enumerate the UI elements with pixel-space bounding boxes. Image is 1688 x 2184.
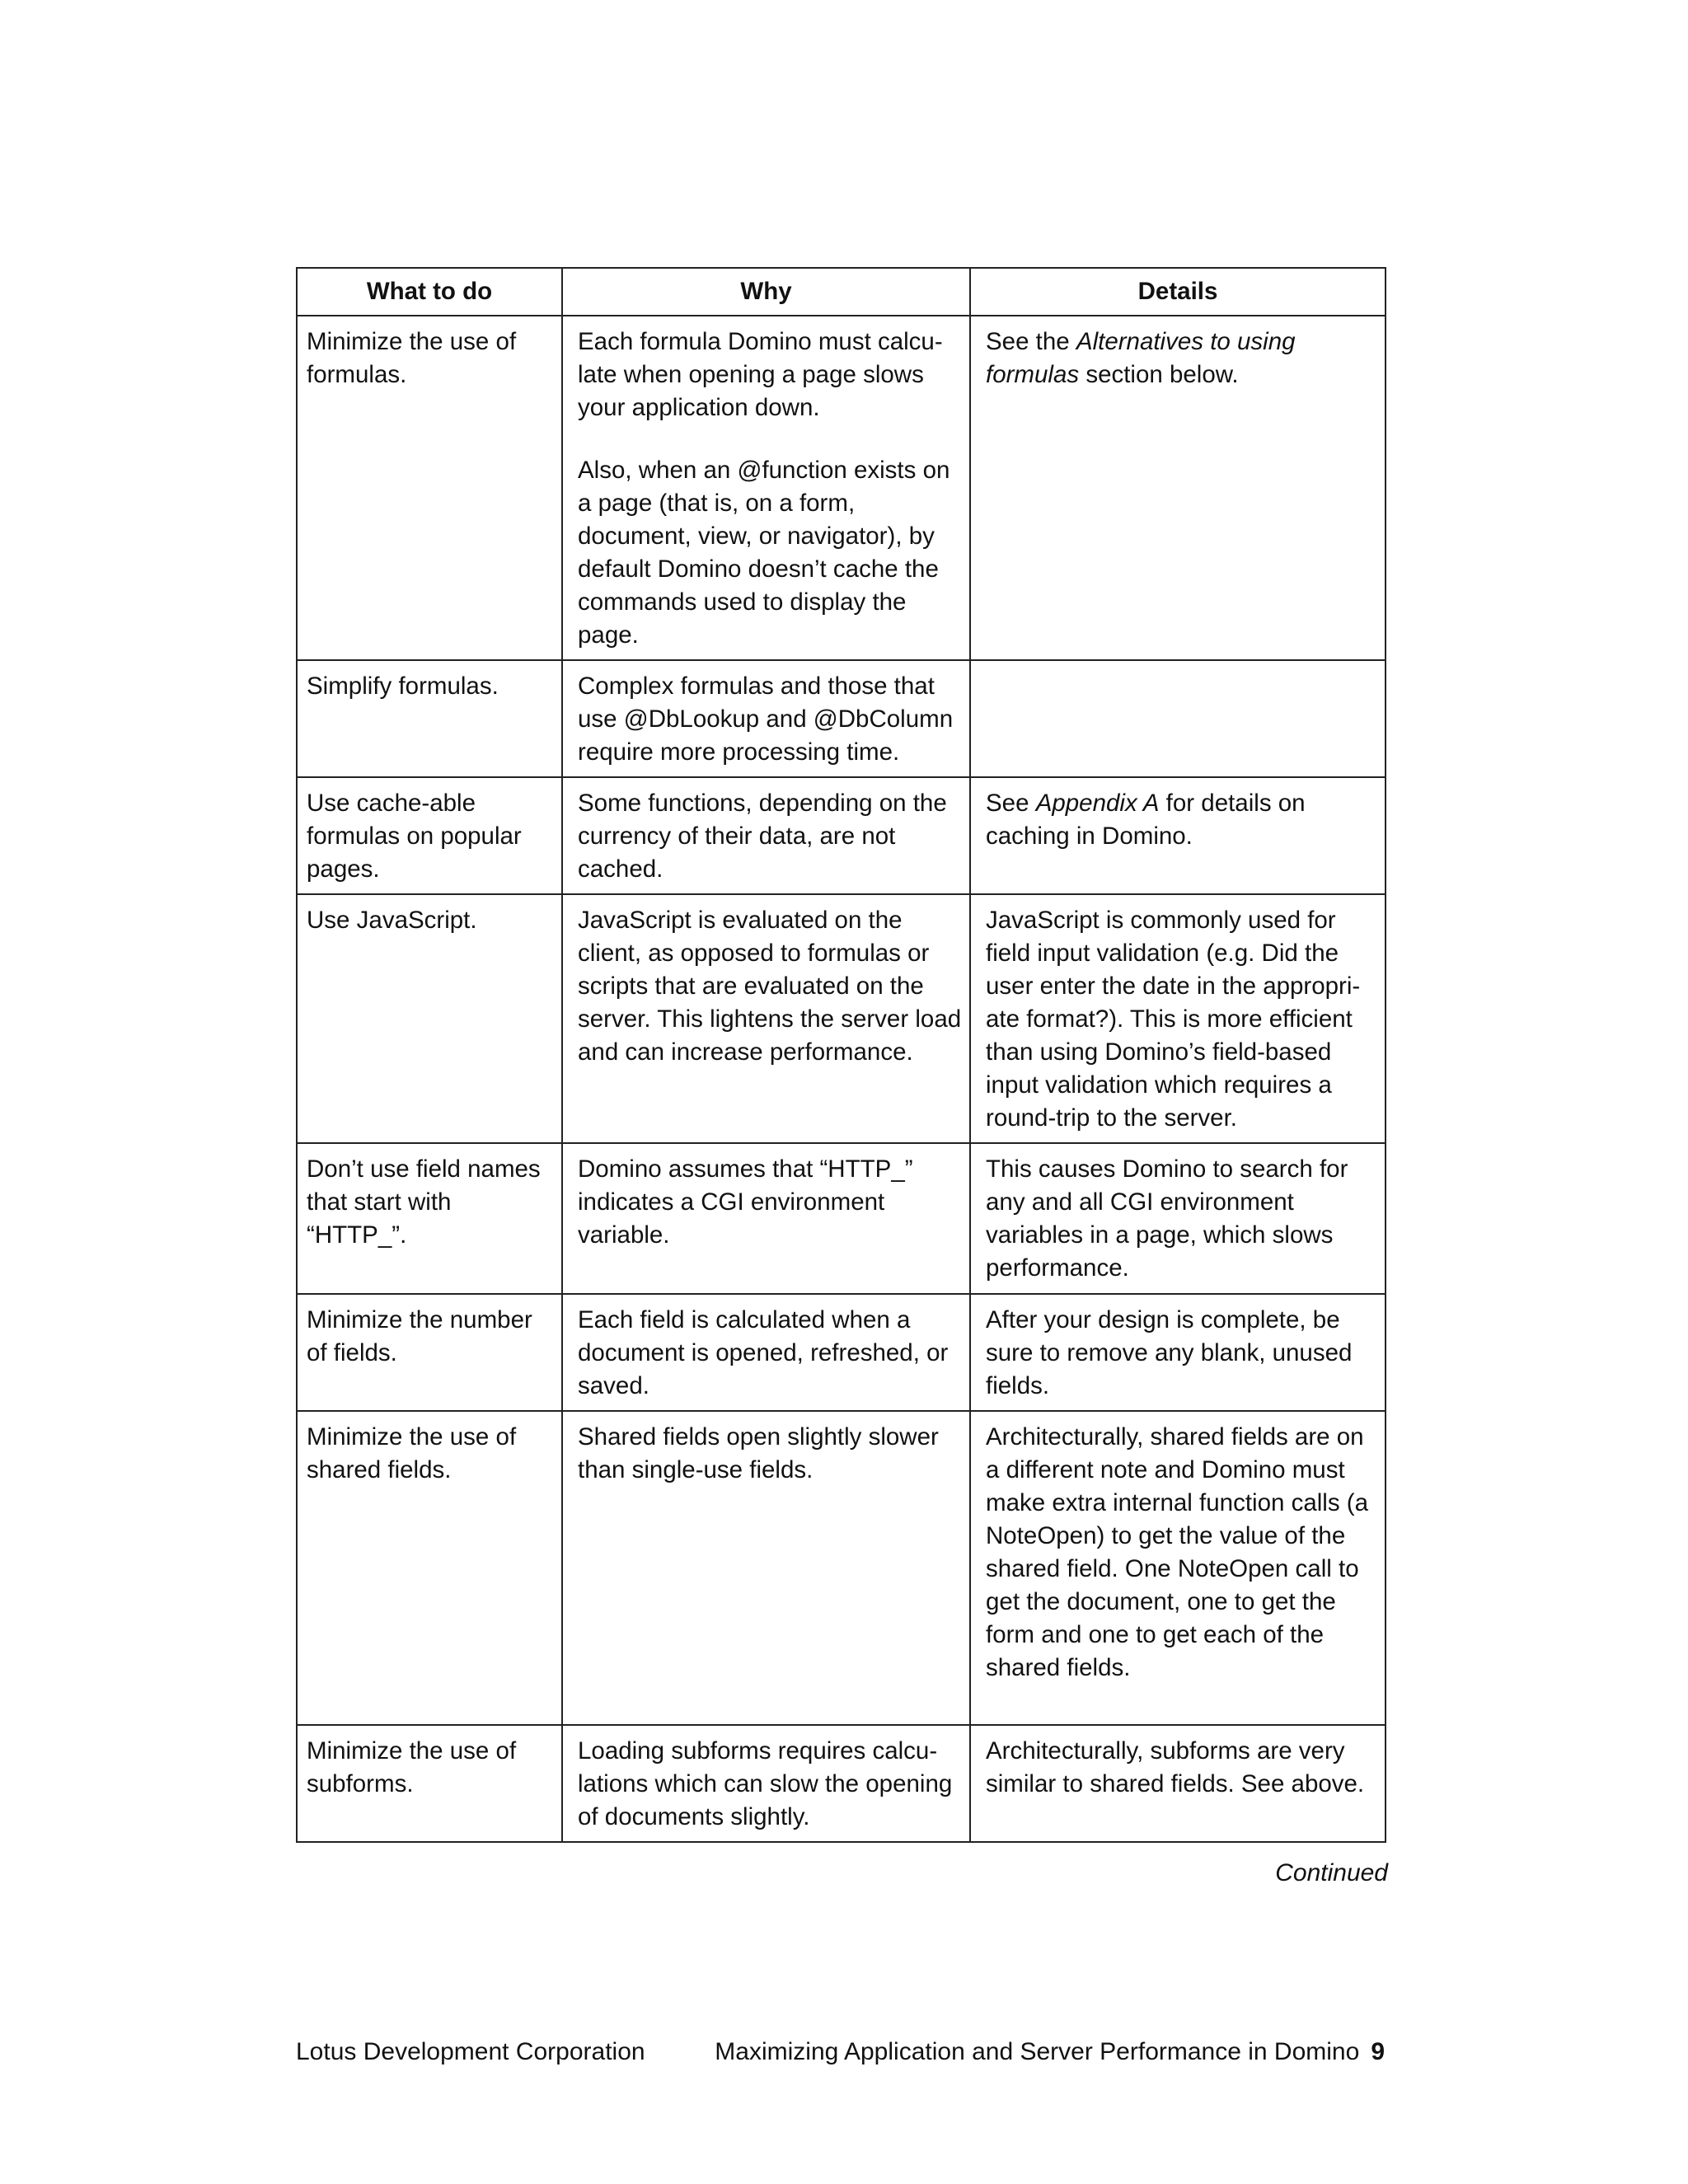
table-header-row <box>297 268 1386 316</box>
details-cell: After your design is complete, be sure to remove any blank, unused fields. <box>970 1294 1386 1411</box>
why-paragraph: Some functions, depending on the currency of their data, are not cached. <box>578 790 947 883</box>
table-row <box>297 1294 1386 1411</box>
details-reference: Appendix A <box>1035 790 1160 817</box>
details-cell: This causes Domino to search for any and all CGI environment variables in a page, which slows performance. <box>970 1143 1386 1294</box>
details-reference: Alternatives to using formulas <box>986 328 1296 388</box>
footer-company: Lotus Development Corporation <box>296 2038 645 2065</box>
continued-label: Continued <box>1275 1859 1388 1886</box>
details-text: section below. <box>1079 361 1239 388</box>
details-cell: Architecturally, shared fields are on a different note and Domino must make extra internal function calls (a NoteOpen) to get the value of the shared field. One NoteOpen call to get the document, one to get the form and one to get each of the shared fields. <box>970 1411 1386 1725</box>
why-paragraph: Complex formulas and those that use @DbLookup and @DbColumn require more processing time. <box>578 673 954 766</box>
details-cell: JavaScript is commonly used for field input validation (e.g. Did the user enter the date in the appropri- ate format?). This is more efficient than using Domino’s field-based input validation which requires a round-trip to the server. <box>970 894 1386 1143</box>
why-cell <box>562 1411 970 1725</box>
what-to-do-cell: Minimize the use of subforms. <box>297 1725 562 1842</box>
table-row <box>297 1725 1386 1842</box>
why-cell <box>562 660 970 777</box>
what-to-do-cell: Minimize the use of formulas. <box>297 316 562 660</box>
page-number: 9 <box>1371 2038 1385 2065</box>
details-cell <box>970 316 1386 660</box>
table-row <box>297 1411 1386 1725</box>
page-footer <box>296 2036 1385 2069</box>
table-row <box>297 1143 1386 1294</box>
what-to-do-cell: Simplify formulas. <box>297 660 562 777</box>
why-paragraph: Shared fields open slightly slower than single-use fields. <box>578 1423 939 1483</box>
why-cell <box>562 894 970 1143</box>
what-to-do-cell: Use cache-able formulas on popular pages. <box>297 777 562 894</box>
column-header-what-to-do: What to do <box>297 268 562 316</box>
table-row <box>297 660 1386 777</box>
what-to-do-cell: Don’t use field names that start with “HTTP_”. <box>297 1143 562 1294</box>
what-to-do-cell: Minimize the use of shared fields. <box>297 1411 562 1725</box>
table-row <box>297 316 1386 660</box>
table-row <box>297 777 1386 894</box>
why-paragraph: JavaScript is evaluated on the client, as opposed to formulas or scripts that are evaluated on the server. This lightens the server load and can increase performance. <box>578 907 962 1066</box>
footer-document-title: Maximizing Application and Server Performance in Domino <box>715 2038 1360 2065</box>
details-cell <box>970 777 1386 894</box>
why-paragraph: Also, when an @function exists on a page (that is, on a form, document, view, or navigator), by default Domino doesn’t cache the commands used to display the page. <box>578 457 950 649</box>
details-text: See the <box>986 328 1076 355</box>
details-cell: Architecturally, subforms are very similar to shared fields. See above. <box>970 1725 1386 1842</box>
what-to-do-cell: Use JavaScript. <box>297 894 562 1143</box>
why-cell <box>562 1294 970 1411</box>
why-paragraph: Loading subforms requires calcu- lations which can slow the opening of documents slightly. <box>578 1737 953 1830</box>
why-cell <box>562 777 970 894</box>
details-text: See <box>986 790 1036 817</box>
why-paragraph: Each formula Domino must calcu- late when opening a page slows your application down. <box>578 328 943 421</box>
what-to-do-cell: Minimize the number of fields. <box>297 1294 562 1411</box>
why-cell <box>562 1143 970 1294</box>
footer-right <box>715 2036 1385 2069</box>
column-header-why: Why <box>562 268 970 316</box>
column-header-details: Details <box>970 268 1386 316</box>
table-row <box>297 894 1386 1143</box>
details-cell <box>970 660 1386 777</box>
details-text: for details on caching in Domino. <box>986 790 1306 850</box>
performance-tips-table <box>296 267 1386 1843</box>
why-cell <box>562 316 970 660</box>
why-cell <box>562 1725 970 1842</box>
why-paragraph: Domino assumes that “HTTP_” indicates a CGI environment variable. <box>578 1155 913 1249</box>
why-paragraph: Each field is calculated when a document is opened, refreshed, or saved. <box>578 1306 949 1399</box>
